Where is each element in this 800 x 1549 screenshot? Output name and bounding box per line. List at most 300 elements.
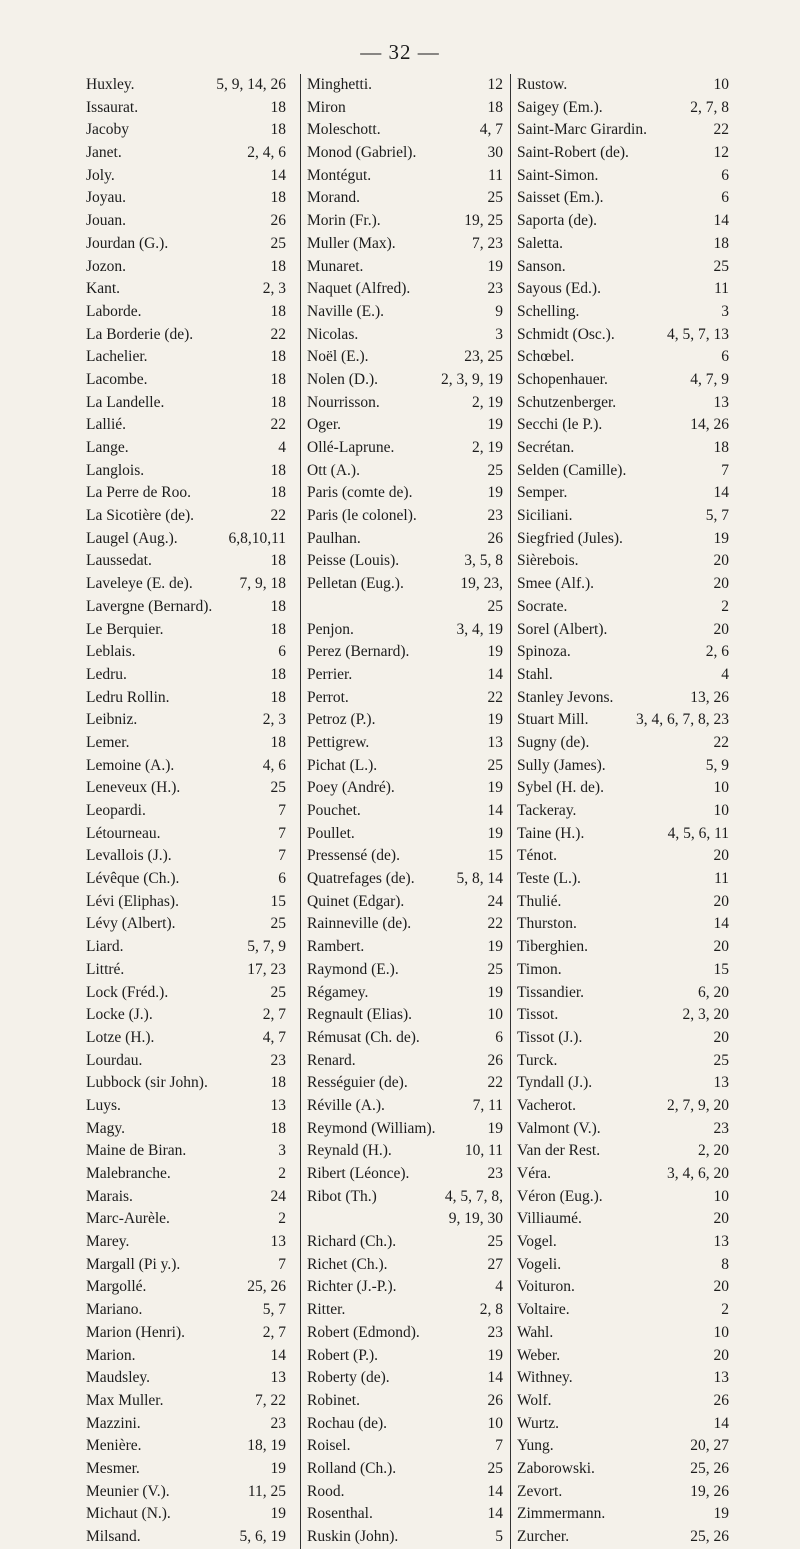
entry-pages: 26 bbox=[713, 1391, 729, 1409]
index-entry bbox=[86, 1050, 286, 1073]
entry-pages: 20 bbox=[713, 1028, 729, 1046]
entry-pages: 2, 3, 20 bbox=[682, 1006, 729, 1024]
entry-name: Peisse (Louis). bbox=[307, 552, 400, 570]
entry-name: Rainneville (de). bbox=[307, 915, 412, 933]
index-entry bbox=[517, 1254, 729, 1277]
entry-name: Petroz (P.). bbox=[307, 711, 376, 729]
index-entry bbox=[307, 596, 503, 619]
entry-pages: 24 bbox=[270, 1187, 286, 1205]
index-entry bbox=[86, 1254, 286, 1277]
index-entry bbox=[517, 1004, 729, 1027]
index-entry bbox=[517, 619, 729, 642]
index-entry bbox=[517, 392, 729, 415]
entry-name: Leopardi. bbox=[86, 802, 146, 819]
entry-name: Sugny (de). bbox=[517, 733, 590, 751]
entry-pages: 25 bbox=[270, 983, 286, 1001]
entry-pages: 7 bbox=[721, 461, 729, 479]
entry-pages: 18 bbox=[487, 98, 503, 116]
entry-pages: 19 bbox=[270, 1459, 286, 1477]
entry-name: Saint-Marc Girardin. bbox=[517, 121, 647, 139]
entry-pages: 20 bbox=[713, 620, 729, 638]
entry-pages: 5, 9, 14, 26 bbox=[216, 76, 286, 93]
entry-pages: 7 bbox=[278, 802, 286, 819]
index-entry bbox=[307, 392, 503, 415]
entry-pages: 20 bbox=[713, 575, 729, 593]
index-entry bbox=[307, 1481, 503, 1504]
index-entry bbox=[307, 1435, 503, 1458]
entry-name: Ribert (Léonce). bbox=[307, 1165, 410, 1182]
entry-name: Pelletan (Eug.). bbox=[307, 575, 404, 593]
index-entry bbox=[86, 982, 286, 1005]
index-entry bbox=[307, 324, 503, 347]
index-entry bbox=[517, 1095, 729, 1118]
entry-pages: 19 bbox=[487, 257, 503, 275]
index-entry bbox=[517, 1140, 729, 1163]
entry-pages: 19 bbox=[713, 529, 729, 547]
index-entry bbox=[86, 142, 286, 165]
entry-name: Socrate. bbox=[517, 597, 568, 615]
entry-pages: 18 bbox=[270, 370, 286, 388]
entry-pages: 18 bbox=[270, 393, 286, 411]
entry-name: Wahl. bbox=[517, 1323, 554, 1341]
entry-pages: 18 bbox=[270, 257, 286, 275]
entry-name: Joyau. bbox=[86, 189, 127, 207]
entry-name: Réville (A.). bbox=[307, 1096, 385, 1114]
entry-pages: 23 bbox=[487, 1165, 503, 1182]
entry-pages: 20 bbox=[713, 892, 729, 910]
entry-name: Schutzenberger. bbox=[517, 393, 617, 411]
entry-pages: 20 bbox=[713, 1278, 729, 1296]
index-entry bbox=[307, 1163, 503, 1186]
entry-name: Liard. bbox=[86, 938, 124, 956]
entry-pages: 4, 7 bbox=[479, 121, 503, 139]
index-entry bbox=[517, 414, 729, 437]
entry-pages: 20 bbox=[713, 1346, 729, 1364]
index-entry bbox=[517, 755, 729, 778]
index-entry bbox=[307, 732, 503, 755]
entry-name: Schmidt (Osc.). bbox=[517, 325, 615, 343]
entry-pages: 19 bbox=[713, 1505, 729, 1523]
index-entry bbox=[86, 460, 286, 483]
entry-pages: 22 bbox=[270, 325, 286, 343]
entry-name: Voltaire. bbox=[517, 1301, 570, 1319]
entry-pages: 23 bbox=[713, 1119, 729, 1137]
entry-name: Lacombe. bbox=[86, 370, 148, 388]
entry-pages: 6 bbox=[721, 348, 729, 366]
entry-pages: 19 bbox=[487, 824, 503, 842]
entry-pages: 7, 9, 18 bbox=[239, 575, 286, 593]
entry-name: Marey. bbox=[86, 1233, 130, 1251]
entry-name: Stanley Jevons. bbox=[517, 688, 614, 706]
entry-name: Miron bbox=[307, 98, 346, 116]
index-entry bbox=[86, 1004, 286, 1027]
entry-name: Le Berquier. bbox=[86, 620, 164, 638]
entry-pages: 19 bbox=[487, 938, 503, 956]
index-entry bbox=[307, 687, 503, 710]
entry-pages: 2, 4, 6 bbox=[247, 144, 286, 162]
entry-pages: 19 bbox=[487, 983, 503, 1001]
entry-name: Saisset (Em.). bbox=[517, 189, 604, 207]
entry-name: Lotze (H.). bbox=[86, 1028, 155, 1046]
index-entry bbox=[307, 346, 503, 369]
entry-name: Lévi (Eliphas). bbox=[86, 892, 179, 910]
entry-name: Véron (Eug.). bbox=[517, 1187, 603, 1205]
entry-name: Vogel. bbox=[517, 1233, 557, 1251]
index-entry bbox=[517, 1208, 729, 1231]
index-entry bbox=[517, 505, 729, 528]
entry-pages: 18 bbox=[713, 234, 729, 252]
entry-pages: 11 bbox=[714, 280, 729, 298]
entry-name: Maine de Biran. bbox=[86, 1142, 187, 1160]
index-entry bbox=[307, 1186, 503, 1209]
entry-pages: 19, 23, bbox=[460, 575, 503, 593]
index-entry bbox=[307, 845, 503, 868]
index-entry bbox=[86, 482, 286, 505]
index-entry bbox=[517, 573, 729, 596]
index-entry bbox=[86, 936, 286, 959]
entry-name: Thurston. bbox=[517, 915, 577, 933]
entry-name: Rességuier (de). bbox=[307, 1074, 408, 1092]
entry-name: Maudsley. bbox=[86, 1369, 150, 1387]
entry-pages: 18 bbox=[270, 552, 286, 570]
index-entry bbox=[307, 119, 503, 142]
index-entry bbox=[86, 528, 286, 551]
index-entry bbox=[86, 1481, 286, 1504]
entry-pages: 3 bbox=[278, 1142, 286, 1160]
index-entry bbox=[517, 913, 729, 936]
entry-name: Lock (Fréd.). bbox=[86, 983, 169, 1001]
entry-name: Tissot (J.). bbox=[517, 1028, 583, 1046]
index-entry bbox=[86, 1140, 286, 1163]
entry-pages: 2, 19 bbox=[472, 439, 503, 456]
entry-pages: 13 bbox=[270, 1369, 286, 1387]
entry-pages: 18 bbox=[270, 98, 286, 116]
index-entry bbox=[86, 687, 286, 710]
entry-name: Thulié. bbox=[517, 892, 562, 910]
entry-name: Ritter. bbox=[307, 1301, 346, 1319]
entry-name: Sully (James). bbox=[517, 756, 606, 774]
entry-name: Laugel (Aug.). bbox=[86, 529, 178, 547]
index-entry bbox=[307, 1367, 503, 1390]
index-entry bbox=[307, 936, 503, 959]
entry-name: Weber. bbox=[517, 1346, 561, 1364]
entry-pages: 10, 11 bbox=[464, 1142, 503, 1160]
entry-name: Quatrefages (de). bbox=[307, 870, 415, 888]
entry-name: Muller (Max). bbox=[307, 234, 396, 252]
entry-pages: 2, 19 bbox=[472, 393, 503, 411]
index-entry bbox=[517, 97, 729, 120]
index-entry bbox=[307, 278, 503, 301]
index-entry bbox=[307, 528, 503, 551]
entry-pages: 25, 26 bbox=[690, 1459, 729, 1477]
index-entry bbox=[307, 573, 503, 596]
entry-pages: 14 bbox=[487, 665, 503, 683]
entry-pages: 11 bbox=[714, 870, 729, 888]
entry-name: Quinet (Edgar). bbox=[307, 892, 405, 910]
entry-pages: 25 bbox=[487, 960, 503, 978]
index-entry bbox=[86, 1163, 286, 1186]
index-entry bbox=[307, 550, 503, 573]
entry-name: Richard (Ch.). bbox=[307, 1233, 397, 1251]
index-entry bbox=[307, 1254, 503, 1277]
entry-pages: 13 bbox=[270, 1233, 286, 1251]
index-entry bbox=[517, 1186, 729, 1209]
entry-pages: 25 bbox=[487, 756, 503, 774]
entry-name: La Sicotière (de). bbox=[86, 507, 195, 525]
entry-pages: 19 bbox=[487, 779, 503, 797]
index-entry bbox=[86, 301, 286, 324]
entry-pages: 7, 11 bbox=[472, 1096, 503, 1114]
entry-name: Robert (P.). bbox=[307, 1346, 379, 1364]
index-entry bbox=[307, 414, 503, 437]
entry-name: Zevort. bbox=[517, 1482, 563, 1500]
entry-name: Perez (Bernard). bbox=[307, 643, 410, 661]
entry-name: Laborde. bbox=[86, 302, 142, 320]
entry-pages: 11, 25 bbox=[247, 1482, 286, 1500]
index-entry bbox=[517, 777, 729, 800]
entry-pages: 13 bbox=[487, 733, 503, 751]
entry-name: Paulhan. bbox=[307, 529, 361, 547]
index-entry bbox=[86, 437, 286, 460]
entry-pages: 9 bbox=[495, 302, 503, 320]
entry-name: Tissot. bbox=[517, 1006, 559, 1024]
entry-name: Véra. bbox=[517, 1165, 551, 1182]
entry-pages: 14 bbox=[487, 802, 503, 819]
index-entry bbox=[307, 1458, 503, 1481]
entry-pages: 10 bbox=[487, 1006, 503, 1024]
entry-name: Morand. bbox=[307, 189, 360, 207]
entry-name: Zaborowski. bbox=[517, 1459, 595, 1477]
entry-name: Yung. bbox=[517, 1437, 554, 1455]
index-entry bbox=[307, 256, 503, 279]
entry-name: Leneveux (H.). bbox=[86, 779, 181, 797]
index-entry bbox=[517, 1072, 729, 1095]
index-entry bbox=[307, 505, 503, 528]
entry-pages: 13 bbox=[713, 1233, 729, 1251]
entry-pages: 9, 19, 30 bbox=[448, 1210, 503, 1228]
index-entry bbox=[86, 324, 286, 347]
entry-pages: 23 bbox=[487, 280, 503, 298]
entry-name: Secchi (le P.). bbox=[517, 416, 603, 434]
entry-name: Rood. bbox=[307, 1482, 345, 1500]
index-entry bbox=[307, 913, 503, 936]
entry-name: Janet. bbox=[86, 144, 122, 162]
entry-pages: 14 bbox=[270, 166, 286, 184]
entry-name: Spinoza. bbox=[517, 643, 571, 661]
entry-name: Roberty (de). bbox=[307, 1369, 390, 1387]
entry-name: Schopenhauer. bbox=[517, 370, 608, 388]
entry-pages: 2 bbox=[721, 1301, 729, 1319]
entry-name: Taine (H.). bbox=[517, 824, 585, 842]
entry-name: Ribot (Th.) bbox=[307, 1187, 377, 1205]
entry-name: Saletta. bbox=[517, 234, 564, 252]
index-entry bbox=[517, 845, 729, 868]
entry-pages: 3 bbox=[495, 325, 503, 343]
entry-name: Munaret. bbox=[307, 257, 364, 275]
index-entry bbox=[86, 187, 286, 210]
entry-pages: 18 bbox=[270, 461, 286, 479]
entry-name: Rémusat (Ch. de). bbox=[307, 1028, 420, 1046]
entry-pages: 26 bbox=[487, 1051, 503, 1069]
entry-name: Naquet (Alfred). bbox=[307, 280, 411, 298]
entry-name: Oger. bbox=[307, 416, 342, 434]
index-entry bbox=[517, 1276, 729, 1299]
entry-name: Poullet. bbox=[307, 824, 355, 842]
entry-pages: 4 bbox=[495, 1278, 503, 1296]
entry-name: Menière. bbox=[86, 1437, 142, 1455]
entry-pages: 22 bbox=[487, 1074, 503, 1092]
index-entry bbox=[517, 1503, 729, 1526]
entry-pages: 10 bbox=[713, 779, 729, 797]
entry-name: Mesmer. bbox=[86, 1459, 140, 1477]
entry-pages: 4, 7 bbox=[262, 1028, 286, 1046]
entry-name: Michaut (N.). bbox=[86, 1505, 171, 1523]
entry-pages: 7 bbox=[278, 1255, 286, 1273]
entry-pages: 12 bbox=[713, 144, 729, 162]
entry-pages: 24 bbox=[487, 892, 503, 910]
index-entry bbox=[86, 346, 286, 369]
index-entry bbox=[517, 1050, 729, 1073]
entry-pages: 22 bbox=[487, 915, 503, 933]
entry-pages: 6 bbox=[721, 166, 729, 184]
page-number: — 32 — bbox=[360, 40, 440, 64]
index-entry bbox=[86, 641, 286, 664]
entry-name: Tyndall (J.). bbox=[517, 1074, 593, 1092]
entry-pages: 22 bbox=[713, 733, 729, 751]
index-entry bbox=[86, 278, 286, 301]
entry-name: Tiberghien. bbox=[517, 938, 589, 956]
entry-name: Regnault (Elias). bbox=[307, 1006, 413, 1024]
index-entry bbox=[86, 1322, 286, 1345]
entry-pages: 2, 3 bbox=[262, 711, 286, 729]
entry-name: Zurcher. bbox=[517, 1528, 570, 1545]
entry-name: Minghetti. bbox=[307, 76, 373, 93]
index-entry bbox=[86, 550, 286, 573]
entry-pages: 13 bbox=[713, 1369, 729, 1387]
entry-name: Valmont (V.). bbox=[517, 1119, 601, 1137]
entry-name: Jozon. bbox=[86, 257, 127, 275]
index-entry bbox=[86, 165, 286, 188]
entry-pages: 14, 26 bbox=[690, 416, 729, 434]
entry-pages: 18 bbox=[270, 121, 286, 139]
index-entry bbox=[517, 1299, 729, 1322]
entry-name: Issaurat. bbox=[86, 98, 139, 116]
entry-name: Richter (J.-P.). bbox=[307, 1278, 397, 1296]
entry-name: Laussedat. bbox=[86, 552, 152, 570]
entry-name: Littré. bbox=[86, 960, 125, 978]
entry-pages: 2, 8 bbox=[479, 1301, 503, 1319]
entry-name: Siciliani. bbox=[517, 507, 573, 525]
entry-pages: 2 bbox=[278, 1165, 286, 1182]
entry-name: Moleschott. bbox=[307, 121, 381, 139]
entry-pages: 23 bbox=[487, 1323, 503, 1341]
entry-name: Timon. bbox=[517, 960, 562, 978]
entry-name: Langlois. bbox=[86, 461, 145, 479]
index-entry bbox=[86, 1118, 286, 1141]
entry-pages: 15 bbox=[713, 960, 729, 978]
index-entry bbox=[307, 1322, 503, 1345]
entry-pages: 18 bbox=[270, 688, 286, 706]
entry-pages: 15 bbox=[270, 892, 286, 910]
entry-name: Montégut. bbox=[307, 166, 372, 184]
index-entry bbox=[307, 1413, 503, 1436]
entry-name: Milsand. bbox=[86, 1528, 141, 1545]
entry-name: Vacherot. bbox=[517, 1096, 576, 1114]
entry-name: Teste (L.). bbox=[517, 870, 581, 888]
entry-pages: 11 bbox=[488, 166, 503, 184]
index-entry bbox=[307, 1503, 503, 1526]
entry-name: Marc-Aurèle. bbox=[86, 1210, 170, 1228]
index-entry bbox=[86, 800, 286, 823]
entry-name: Max Muller. bbox=[86, 1391, 164, 1409]
index-entry bbox=[86, 1367, 286, 1390]
entry-pages: 18 bbox=[713, 439, 729, 456]
entry-pages: 4, 5, 7, 8, bbox=[444, 1187, 503, 1205]
entry-pages: 10 bbox=[713, 1187, 729, 1205]
entry-name: Sorel (Albert). bbox=[517, 620, 608, 638]
entry-name: Semper. bbox=[517, 484, 568, 502]
index-entry bbox=[86, 1027, 286, 1050]
index-entry bbox=[307, 709, 503, 732]
entry-pages: 3, 5, 8 bbox=[464, 552, 503, 570]
entry-name: Marais. bbox=[86, 1187, 133, 1205]
index-entry bbox=[517, 256, 729, 279]
entry-pages: 14 bbox=[713, 212, 729, 230]
entry-pages: 25 bbox=[713, 1051, 729, 1069]
entry-pages: 15 bbox=[487, 847, 503, 865]
entry-pages: 7, 23 bbox=[472, 234, 503, 252]
entry-name: Lourdau. bbox=[86, 1051, 143, 1069]
index-entry bbox=[86, 619, 286, 642]
entry-pages: 14 bbox=[713, 1414, 729, 1432]
entry-pages: 20, 27 bbox=[690, 1437, 729, 1455]
index-entry bbox=[517, 550, 729, 573]
entry-pages: 13 bbox=[713, 1074, 729, 1092]
index-entry bbox=[86, 119, 286, 142]
entry-pages: 18 bbox=[270, 302, 286, 320]
entry-name: Secrétan. bbox=[517, 439, 575, 456]
entry-pages: 22 bbox=[487, 688, 503, 706]
index-entry bbox=[517, 346, 729, 369]
entry-name: Lemer. bbox=[86, 733, 130, 751]
entry-pages: 20 bbox=[713, 1210, 729, 1228]
index-entry bbox=[517, 982, 729, 1005]
index-entry bbox=[86, 1231, 286, 1254]
entry-pages: 23 bbox=[270, 1414, 286, 1432]
entry-name: Mariano. bbox=[86, 1301, 143, 1319]
entry-name: Magy. bbox=[86, 1119, 126, 1137]
index-entry bbox=[307, 1140, 503, 1163]
entry-pages: 2, 3, 9, 19 bbox=[441, 370, 503, 388]
entry-name: Meunier (V.). bbox=[86, 1482, 170, 1500]
entry-pages: 2, 20 bbox=[698, 1142, 729, 1160]
entry-pages: 7 bbox=[495, 1437, 503, 1455]
index-entry bbox=[517, 460, 729, 483]
index-entry bbox=[517, 1322, 729, 1345]
entry-pages: 26 bbox=[270, 212, 286, 230]
index-entry bbox=[307, 187, 503, 210]
index-entry bbox=[517, 891, 729, 914]
index-entry bbox=[517, 596, 729, 619]
entry-pages: 14 bbox=[487, 1505, 503, 1523]
entry-pages: 4, 5, 7, 13 bbox=[667, 325, 729, 343]
entry-pages: 18 bbox=[270, 597, 286, 615]
index-entry bbox=[307, 619, 503, 642]
index-entry bbox=[86, 868, 286, 891]
index-entry bbox=[307, 142, 503, 165]
entry-name: Voituron. bbox=[517, 1278, 575, 1296]
entry-pages: 22 bbox=[270, 507, 286, 525]
